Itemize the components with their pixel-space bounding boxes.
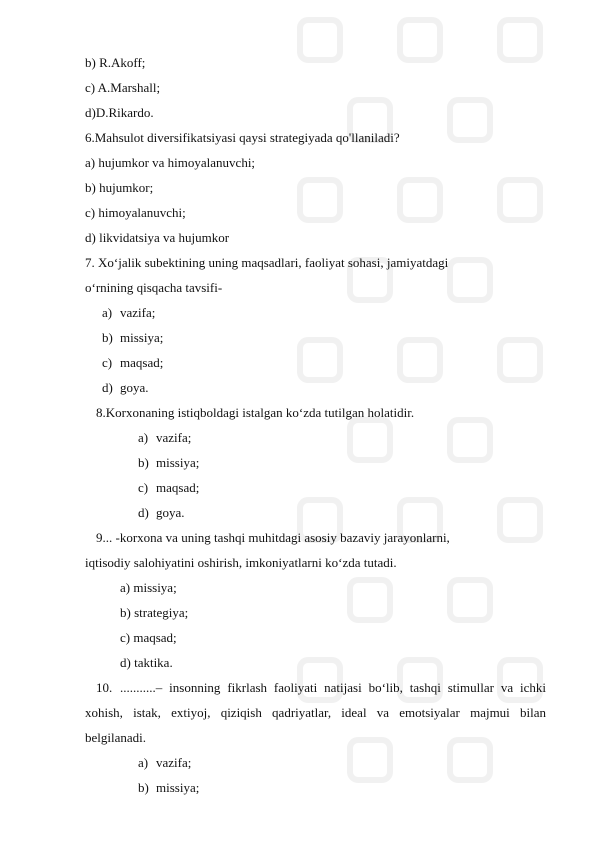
question-10-line3: belgilanadi. [85,730,147,745]
q7-option-d [102,380,149,396]
option-text: vazifa; [156,755,192,770]
q9-option-c: c) maqsad; [120,630,177,645]
option-marker: b) [138,780,149,795]
option-text: vazifa; [156,430,192,445]
option-marker: b) [102,330,113,345]
option-marker: b) [138,455,149,470]
option-marker: d) [102,380,113,395]
q7-option-b [102,330,163,346]
question-7-cont: o‘rnining qisqacha tavsifi- [85,280,223,295]
option-line: d) likvidatsiya va hujumkor [85,230,230,245]
question-9: 9... -korxona va uning tashqi muhitdagi asosiy bazaviy jarayonlarni, [96,530,450,545]
question-6: 6.Mahsulot diversifikatsiyasi qaysi strategiyada qo'llaniladi? [85,130,400,145]
option-marker: a) [138,430,149,445]
option-text: maqsad; [120,355,164,370]
answer-line: c) A.Marshall; [85,80,161,95]
q8-option-a [138,430,191,446]
question-10-number: 10. [96,680,113,695]
q8-option-c [138,480,199,496]
question-8: 8.Korxonaning istiqboldagi istalgan ko‘zda tutilgan holatidir. [96,405,415,420]
question-10-line2: xohish, istak, extiyoj, qiziqish qadriyatlar, ideal va emotsiyalar majmui bilan [85,705,546,720]
option-text: missiya; [156,780,200,795]
q7-option-c [102,355,163,371]
q9-option-b: b) strategiya; [120,605,189,620]
question-10-line1: ...........– insonning fikrlash faoliyati natijasi bo‘lib, tashqi stimullar va ichki [120,680,546,695]
option-marker: c) [102,355,113,370]
q10-option-b [138,780,199,796]
option-marker: a) [102,305,113,320]
q9-option-d: d) taktika. [120,655,173,670]
option-line: a) hujumkor va himoyalanuvchi; [85,155,256,170]
answer-line: d)D.Rikardo. [85,105,154,120]
q10-option-a [138,755,191,771]
q9-option-a: a) missiya; [120,580,177,595]
q7-option-a [102,305,155,321]
option-text: missiya; [120,330,164,345]
question-7: 7. Xo‘jalik subektining uning maqsadlari, faoliyat sohasi, jamiyatdagi [85,255,449,270]
option-line: b) hujumkor; [85,180,154,195]
option-text: goya. [156,505,185,520]
answer-line: b) R.Akoff; [85,55,146,70]
option-marker: c) [138,480,149,495]
option-marker: d) [138,505,149,520]
option-marker: a) [138,755,149,770]
option-line: c) himoyalanuvchi; [85,205,186,220]
option-text: maqsad; [156,480,200,495]
q8-option-d [138,505,185,521]
q8-option-b [138,455,199,471]
option-text: goya. [120,380,149,395]
question-9-cont: iqtisodiy salohiyatini oshirish, imkoniyatlarni ko‘zda tutadi. [85,555,397,570]
option-text: vazifa; [120,305,156,320]
option-text: missiya; [156,455,200,470]
